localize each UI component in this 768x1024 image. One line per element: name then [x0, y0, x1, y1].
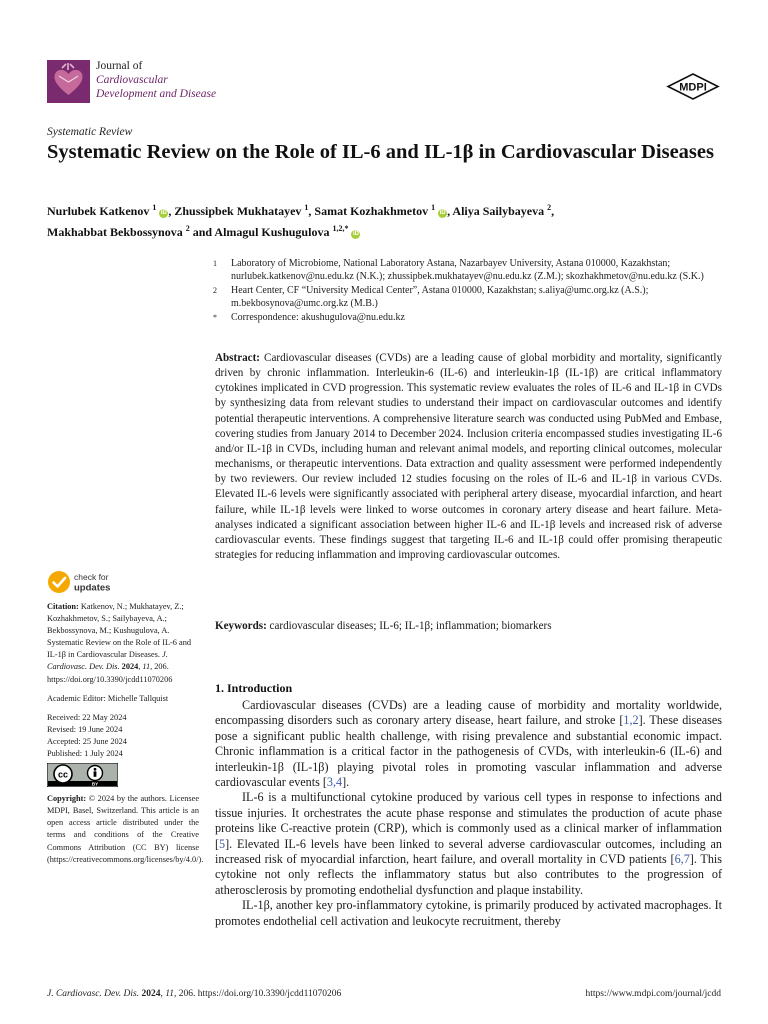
intro-p2-text-c: ]. This cytokine not only reflects the inflammatory status but also contributes to the progression of atherosclerosis by promoting endothelial dysfunction and plaque instability. — [215, 852, 722, 897]
intro-p1-text-b: ]. These diseases pose a significant public health challenge, with rising prevalence and substantial economic impact. Chronic inflammation is a critical factor in the pathogenesis of CVDs, with interleukin-6 (IL-6) and interleukin-1β (IL-1β) playing pivotal roles in promoting vascular inflammation and adverse cardiovascular events [ — [215, 713, 723, 790]
footer-journal-url[interactable]: https://www.mdpi.com/journal/jcdd — [585, 989, 721, 999]
section-heading-introduction: 1. Introduction — [215, 681, 293, 695]
date-received: Received: 22 May 2024 — [47, 712, 127, 722]
author-affiliation-mark: 1 — [431, 203, 436, 212]
date-revised: Revised: 19 June 2024 — [47, 724, 123, 734]
reference-link[interactable]: 1,2 — [623, 713, 639, 728]
author-name: Zhussipbek Mukhatayev — [174, 204, 302, 218]
abstract-label: Abstract: — [215, 352, 260, 364]
journal-name-line3: Development and Disease — [96, 88, 217, 100]
author-separator: , — [168, 204, 175, 218]
author-affiliation-mark: 1,2,* — [332, 224, 349, 233]
author-name: Makhabbat Bekbossynova — [47, 225, 183, 239]
mdpi-logo-text: MDPI — [679, 81, 707, 94]
affiliations — [213, 257, 728, 324]
keywords — [215, 620, 722, 632]
citation-text: Katkenov, N.; Mukhatayev, Z.; Kozhakhmetov, S.; Sailybayeva, A.; Bekbossynova, M.; Kushugulova, A. Systematic Review on the Role of IL-6 and IL-1β in Cardiovascular Diseases. — [47, 602, 192, 660]
author-name: Almagul Kushugulova — [214, 225, 330, 239]
affiliation-item — [213, 257, 728, 284]
affiliation-text: Heart Center, CF “University Medical Center”, Astana 010000, Kazakhstan; s.aliya@umc.org.kz (A.S.); m.bekbosynova@umc.org.kz (M.B.) — [231, 284, 649, 310]
abstract-text: Cardiovascular diseases (CVDs) are a leading cause of global morbidity and mortality, significantly driven by chronic inflammation. Interleukin-6 (IL-6) and interleukin-1β (IL-1β) are critical inflammatory cytokines implicated in CVD progression. This systematic review evaluates the roles of IL-6 and IL-1β in CVDs by synthesizing data from relevant studies to understand their impact on cardiovascular outcomes and identify potential therapeutic interventions. A comprehensive literature search was conducted using PubMed and Embase, covering studies from January 2014 to December 2024. Inclusion criteria encompassed studies investigating IL-6 and/or IL-1β in CVDs, including human and relevant animal models, and reporting clinical outcomes, molecular mechanisms, or therapeutic interventions. Data extraction and quality assessment were performed independently by two reviewers. Our review included 12 studies focusing on the roles of IL-6 and IL-1β in various CVDs. Elevated IL-6 levels were significantly associated with peripheral artery disease, myocardial infarction, and heart failure, while IL-1β levels were linked to worse outcomes in coronary artery disease and heart failure. Meta-analyses indicated a significant association between higher IL-6 and IL-1β levels and increased risk of adverse cardiovascular events. These findings suggest that targeting IL-6 and IL-1β could offer promising therapeutic strategies for reducing inflammation and improving cardiovascular outcomes. — [215, 352, 722, 562]
citation-volume: 11 — [142, 662, 151, 672]
orcid-icon[interactable]: iD — [352, 231, 359, 237]
author-separator: , — [447, 204, 453, 218]
author-affiliation-mark: 1 — [304, 203, 309, 212]
check-for-updates-button[interactable] — [47, 569, 127, 595]
check-updates-line2: updates — [74, 582, 111, 594]
citation-pages: , 206. — [150, 662, 169, 672]
footer-journal: J. Cardiovasc. Dev. Dis. — [47, 989, 140, 999]
footer-volume: 11 — [165, 989, 174, 999]
author-name: Aliya Sailybayeva — [452, 204, 545, 218]
copyright-label: Copyright: — [47, 794, 87, 804]
affiliation-item — [213, 311, 728, 324]
affiliation-text: Laboratory of Microbiome, National Laboratory Astana, Nazarbayev University, Astana 010000, Kazakhstan; nurlubek.katkenov@nu.edu.kz (N.K.); zhussipbek.mukhatayev@nu.edu.kz (Z.M.); skozhakhmetov@nu.edu.kz (S.K.) — [231, 258, 704, 283]
intro-paragraph-2 — [215, 790, 722, 898]
footer-citation: J. Cardiovasc. Dev. Dis. 2024, 11, 206. https://doi.org/10.3390/jcdd11070206 — [47, 989, 342, 999]
intro-p1-text-c: ]. — [342, 775, 350, 790]
article-type: Systematic Review — [47, 126, 133, 138]
affiliation-mark: 1 — [213, 259, 217, 268]
intro-p2-text-a: IL-6 is a multifunctional cytokine produced by various cell types in response to infections and tissue injuries. It orchestrates the acute phase response and stimulates the production of acute phase proteins like C-reactive protein (CRP), which is commonly used as a clinical marker of inflammation [ — [215, 790, 722, 851]
svg-text:cc: cc — [57, 769, 69, 780]
keywords-label: Keywords: — [215, 620, 267, 632]
date-accepted: Accepted: 25 June 2024 — [47, 736, 127, 746]
academic-editor: Academic Editor: Michelle Tallquist — [47, 693, 169, 703]
footer-doi[interactable]: , 206. https://doi.org/10.3390/jcdd11070206 — [174, 989, 342, 999]
citation-label: Citation: — [47, 602, 79, 611]
journal-name-line1: Journal of — [96, 60, 143, 72]
author-affiliation-mark: 2 — [547, 203, 552, 212]
citation-doi-link[interactable]: https://doi.org/10.3390/jcdd11070206 — [47, 674, 173, 684]
mdpi-logo[interactable] — [666, 73, 720, 100]
affiliation-item — [213, 284, 728, 311]
intro-paragraph-3: IL-1β, another key pro-inflammatory cytokine, is primarily produced by activated macrophages. It promotes endothelial cell activation and leukocyte recruitment, thereby — [215, 898, 722, 928]
keywords-text: cardiovascular diseases; IL-6; IL-1β; inflammation; biomarkers — [269, 620, 552, 632]
orcid-icon[interactable]: iD — [160, 210, 167, 216]
intro-p2-text-b: ]. Elevated IL-6 levels have been linked to several adverse cardiovascular outcomes, including an increased risk of myocardial infarction, heart failure, and overall mortality in CVD patients [ — [215, 836, 722, 867]
affiliation-mark: 2 — [213, 285, 217, 295]
citation-journal: J. Cardiovasc. Dev. Dis. — [47, 650, 168, 672]
cc-by-text: BY — [91, 781, 99, 787]
author-name: Samat Kozhakhmetov — [314, 204, 429, 218]
footer-year: 2024 — [141, 989, 161, 999]
journal-name-line2: Cardiovascular — [96, 74, 168, 86]
date-published: Published: 1 July 2024 — [47, 749, 123, 759]
author-separator: , — [308, 204, 315, 218]
author-separator: and — [189, 225, 215, 239]
cc-by-license-icon[interactable] — [47, 763, 118, 787]
check-updates-line1: check for — [74, 572, 109, 582]
author-separator: , — [551, 204, 555, 218]
abstract — [215, 351, 722, 563]
article-title: Systematic Review on the Role of IL-6 and IL-1β in Cardiovascular Diseases — [47, 141, 714, 163]
citation: Citation: Katkenov, N.; Mukhatayev, Z.; Kozhakhmetov, S.; Sailybayeva, A.; Bekbossynova, M.; Kushugulova, A. Systematic Review on the Role of IL-6 and IL-1β in Cardiovascular Diseases. J. Cardiovasc. Dev. Dis. 2024, 11, 206. https://doi.org/10.3390/jcdd11070206 — [47, 602, 192, 684]
author-list — [47, 199, 737, 241]
citation-year: 2024 — [121, 662, 139, 672]
introduction-body — [215, 698, 722, 929]
author-affiliation-mark: 1 — [152, 203, 157, 212]
reference-link[interactable]: 3,4 — [326, 775, 343, 790]
author-name: Nurlubek Katkenov — [47, 204, 150, 218]
journal-name — [96, 59, 216, 101]
intro-paragraph-1 — [215, 698, 722, 790]
copyright-text: © 2024 by the authors. Licensee MDPI, Basel, Switzerland. This article is an open access article distributed under the terms and conditions of the Creative Commons Attribution (CC BY) license (https://creativecommons.org/licenses/by/4.0/). — [47, 794, 204, 864]
intro-p1-text-a: Cardiovascular diseases (CVDs) are a leading cause of morbidity and mortality worldwide, encompassing disorders such as coronary artery disease, heart failure, and stroke [ — [215, 698, 722, 728]
reference-link[interactable]: 6,7 — [674, 852, 690, 867]
affiliation-mark: * — [213, 312, 217, 322]
orcid-icon[interactable]: iD — [439, 210, 446, 216]
sidebar — [47, 601, 204, 866]
affiliation-text: Correspondence: akushugulova@nu.edu.kz — [231, 311, 405, 323]
reference-link[interactable]: 5 — [219, 836, 226, 851]
copyright — [47, 793, 204, 866]
author-affiliation-mark: 2 — [185, 224, 190, 233]
journal-logo-heart-icon — [47, 60, 90, 103]
